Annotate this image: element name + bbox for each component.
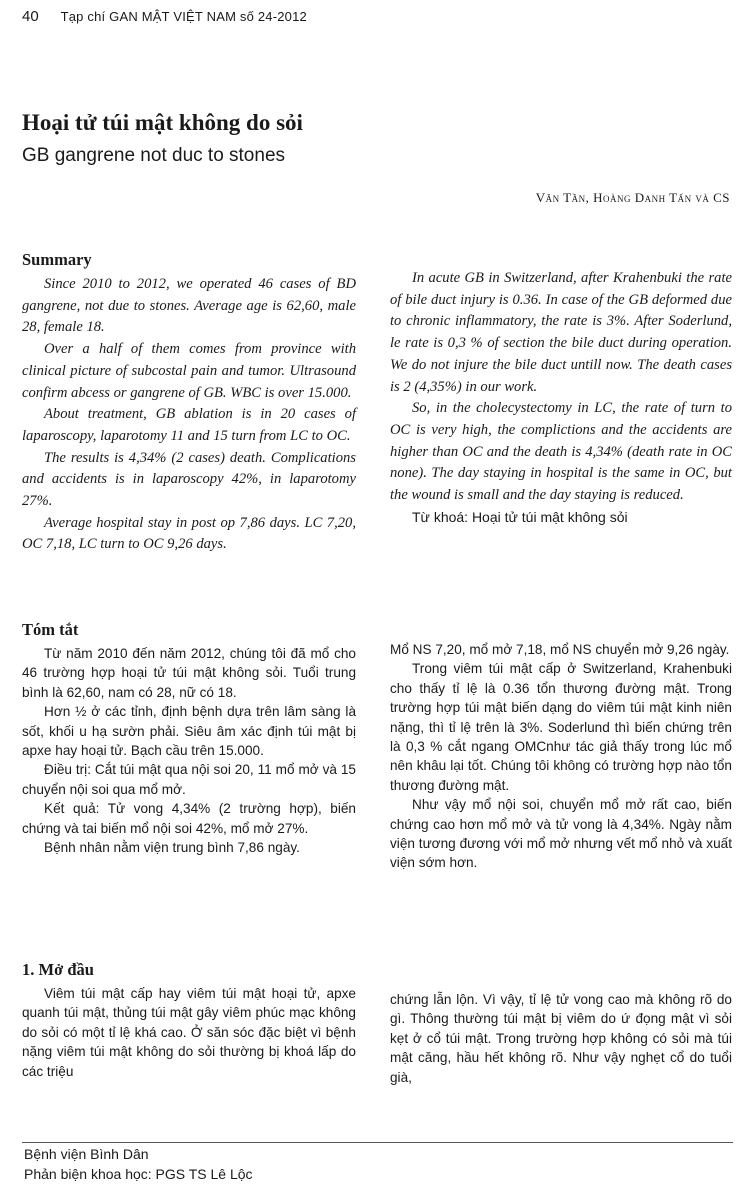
article-subtitle: GB gangrene not duc to stones <box>22 145 286 166</box>
tomtat-left-column <box>22 620 356 857</box>
summary-paragraph: The results is 4,34% (2 cases) death. Complications and accidents is in laparoscopy 42%, in laparotomy 27%. <box>22 449 356 510</box>
summary-paragraph: In acute GB in Switzerland, after Krahenbuki the rate of bile duct injury is 0.36. In case of the GB deformed due to chronic inflammatory, the rate is 3%. After Soderlund, le rate is 0,3 % of section the bile duct during operation. We do not injure the bile duct untill now. The death cases is 2 (4,35%) in our work. <box>390 270 732 395</box>
journal-name: Tạp chí GAN MẬT VIỆT NAM số 24-2012 <box>60 9 307 24</box>
keywords: Từ khoá: Hoại tử túi mật không sỏi <box>412 508 628 525</box>
intro-left-column <box>22 960 356 1081</box>
summary-paragraph: Average hospital stay in post op 7,86 days. LC 7,20, OC 7,18, LC turn to OC 9,26 days. <box>22 514 356 553</box>
page-number: 40 <box>22 8 39 25</box>
summary-paragraph: Over a half of them comes from province with clinical picture of subcostal pain and tumor. Ultrasound confirm abcess or gangrene of GB. WBC is over 15.000. <box>22 341 356 401</box>
summary-left-column <box>22 250 356 556</box>
tomtat-paragraph: Kết quả: Tử vong 4,34% (2 trường hợp), biến chứng và tai biến mổ nội soi 42%, mổ mở 27%. <box>22 801 356 836</box>
tomtat-paragraph: Trong viêm túi mật cấp ở Switzerland, Krahenbuki cho thấy tỉ lệ là 0.36 tổn thương đường mật. Trong trường hợp túi mật biến dạng do viêm túi mật kinh niên nặng, thì tỉ lệ trên là 3%. Soderlund thì biến chứng trên là 0,3 % cắt ngang OMCnhư tác giả thấy trong lúc mổ nên khâu lại tốt. Chúng tôi không có trường hợp nào tổn thương đường mật. <box>390 661 732 793</box>
tomtat-paragraph: Mổ NS 7,20, mổ mở 7,18, mổ NS chuyển mở 9,26 ngày. <box>390 642 730 657</box>
intro-paragraph: chứng lẫn lộn. Vì vậy, tỉ lệ tử vong cao mà không rõ do gì. Thông thường túi mật bị viêm do ứ đọng mật vì sỏi kẹt ở cổ túi mật. Trong trường hợp không có sỏi mà túi mật căng, hầu hết không rõ. Như vậy nghẹt cổ do tuổi già, <box>390 992 732 1085</box>
summary-right-column <box>390 268 732 528</box>
article-title: Hoại tử túi mật không do sỏi <box>22 110 303 135</box>
intro-right-column <box>390 990 732 1087</box>
footnote-hospital: Bệnh viện Bình Dân <box>24 1146 149 1162</box>
tomtat-paragraph: Bệnh nhân nằm viện trung bình 7,86 ngày. <box>44 840 300 856</box>
article-authors: Văn Tần, Hoàng Danh Tấn và CS <box>535 190 730 205</box>
summary-paragraph: So, in the cholecystectomy in LC, the rate of turn to OC is very high, the complictions and the accidents are higher than OC and the death is 4,34% (death rate in OC none). The day staying in hospital is the same in OC, but the wound is small and the day staying is reduced. <box>390 400 732 504</box>
summary-paragraph: About treatment, GB ablation is in 20 cases of laparoscopy, laparotomy 11 and 15 turn from LC to OC. <box>22 406 356 444</box>
summary-paragraph: Since 2010 to 2012, we operated 46 cases of BD gangrene, not due to stones. Average age is 62,60, male 28, female 18. <box>22 276 356 336</box>
footnote-reviewer: Phản biện khoa học: PGS TS Lê Lộc <box>24 1166 253 1182</box>
tomtat-paragraph: Từ năm 2010 đến năm 2012, chúng tôi đã mổ cho 46 trường hợp hoại tử túi mật không sỏi. Tuổi trung bình là 62,60, nam có 28, nữ có 18. <box>22 646 356 700</box>
tomtat-paragraph: Điều trị: Cắt túi mật qua nội soi 20, 11 mổ mở và 15 chuyển nội soi qua mổ mở. <box>22 762 356 797</box>
tomtat-paragraph: Như vậy mổ nội soi, chuyển mổ mở rất cao, biến chứng cao hơn mổ mở và tử vong là 4,34%. Ngày nằm viện tương đương với mổ mở nhưng vết mổ nhỏ và xuất viện sớm hơn. <box>390 797 732 871</box>
summary-heading: Summary <box>22 250 92 269</box>
tomtat-paragraph: Hơn ½ ở các tỉnh, định bệnh dựa trên lâm sàng là sốt, khối u hạ sườn phải. Siêu âm xác định túi mật bị apxe hay hoại tử. Bạch cầu trên 15.000. <box>22 704 356 759</box>
footnote-rule <box>22 1142 733 1143</box>
running-header <box>22 8 307 25</box>
tomtat-heading: Tóm tắt <box>22 620 79 639</box>
intro-heading: 1. Mở đầu <box>22 960 94 979</box>
tomtat-right-column <box>390 640 732 873</box>
intro-paragraph: Viêm túi mật cấp hay viêm túi mật hoại tử, apxe quanh túi mật, thủng túi mật gây viêm phúc mạc không do sỏi có một tỉ lệ khá cao. Ở săn sóc đặc biệt vì bệnh nặng viêm túi mật không do sỏi thường bị khoá lấp do các triệu <box>22 986 356 1079</box>
